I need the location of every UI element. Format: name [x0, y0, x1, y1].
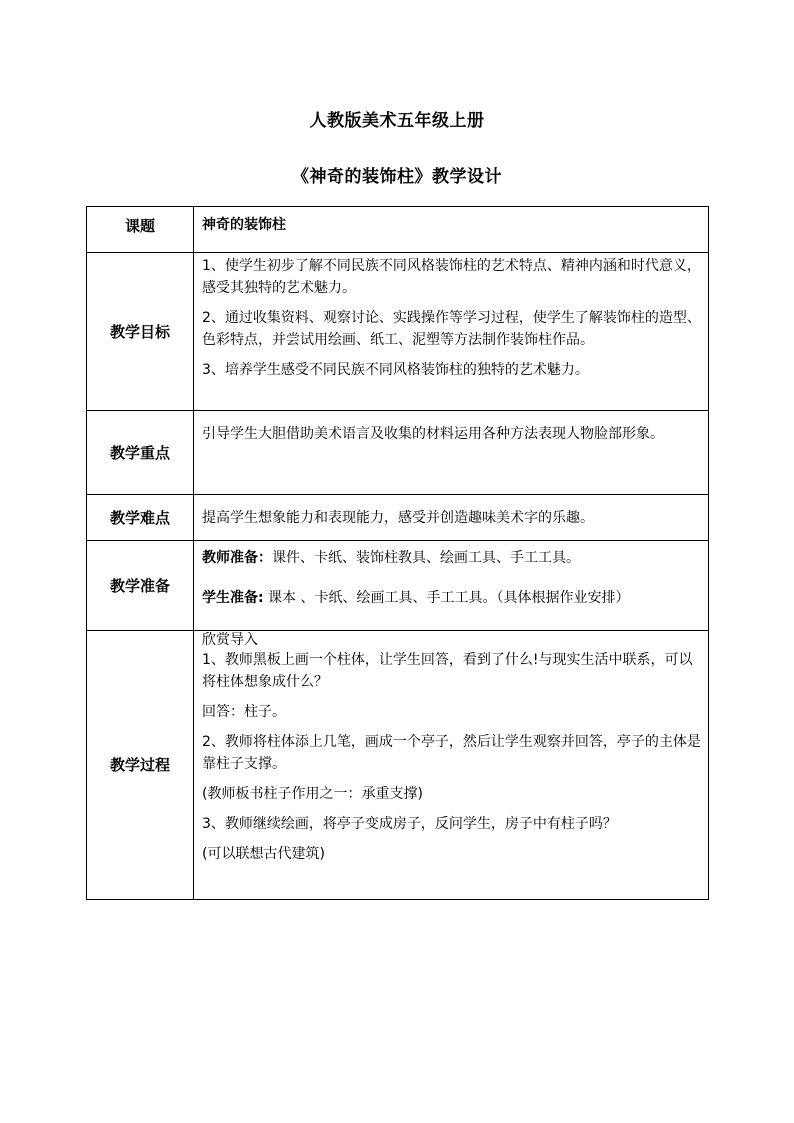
- student-prep-label: 学生准备:: [202, 590, 264, 606]
- lesson-plan-table: [86, 206, 709, 900]
- topic-content: [194, 207, 709, 253]
- student-prep-text: 课本 、卡纸、绘画工具、手工工具。（具体根据作业安排）: [263, 590, 630, 606]
- goal-item-2: 2、通过收集资料、观察讨论、实践操作等学习过程，使学生了解装饰柱的造型、色彩特点，并尝试用绘画、纸工、泥塑等方法制作装饰柱作品。: [202, 310, 701, 348]
- topic-text: 神奇的装饰柱: [202, 217, 286, 233]
- teacher-prep-label: 教师准备：: [202, 550, 272, 566]
- teacher-prep-text: 课件、卡纸、装饰柱教具、绘画工具、手工工具。: [272, 550, 580, 566]
- table-row-prep: [87, 541, 709, 631]
- doc-title: 人教版美术五年级上册: [309, 111, 485, 131]
- teacher-prep: [202, 547, 702, 569]
- doc-subtitle: 《神奇的装饰柱》教学设计: [292, 167, 502, 187]
- difficulty-text: 提高学生想象能力和表现能力，感受并创造趣味美术字的乐趣。: [202, 509, 594, 526]
- student-prep: [202, 587, 702, 609]
- key-text: 引导学生大胆借助美术语言及收集的材料运用各种方法表现人物脸部形象。: [202, 426, 664, 442]
- goal-item-3: 3、培养学生感受不同民族不同风格装饰柱的独特的艺术魅力。: [202, 362, 589, 378]
- key-label: 教学重点: [87, 411, 194, 495]
- process-content: [194, 631, 709, 900]
- table-row-difficulty: [87, 495, 709, 541]
- process-line-4: 2、教师将柱体添上几笔，画成一个亭子，然后让学生观察并回答，亭子的主体是靠柱子支撑。: [202, 734, 701, 772]
- prep-label: 教学准备: [87, 541, 194, 631]
- table-row-goals: [87, 253, 709, 411]
- goals-content: [194, 253, 709, 411]
- topic-label: 课题: [87, 207, 194, 253]
- difficulty-label: 教学难点: [87, 495, 194, 541]
- goal-item-1: 1、使学生初步了解不同民族不同风格装饰柱的艺术特点、精神内涵和时代意义，感受其独特的艺术魅力。: [202, 258, 701, 296]
- table-row-key: [87, 411, 709, 495]
- process-line-2: 1、教师黑板上画一个柱体，让学生回答，看到了什么!与现实生活中联系，可以将柱体想象成什么？: [202, 652, 693, 690]
- goals-label: 教学目标: [87, 253, 194, 411]
- process-line-5: (教师板书柱子作用之一：承重支撑): [202, 786, 423, 802]
- prep-content: [194, 541, 709, 631]
- table-row-process: [87, 631, 709, 900]
- process-line-1: 欣赏导入: [202, 632, 258, 648]
- key-content: [194, 411, 709, 495]
- difficulty-content: [194, 495, 709, 541]
- process-line-3: 回答：柱子。: [202, 704, 286, 720]
- process-line-7: (可以联想古代建筑): [202, 846, 325, 862]
- process-label: 教学过程: [87, 631, 194, 900]
- process-line-6: 3、教师继续绘画，将亭子变成房子，反问学生，房子中有柱子吗？: [202, 816, 617, 832]
- table-row-topic: [87, 207, 709, 253]
